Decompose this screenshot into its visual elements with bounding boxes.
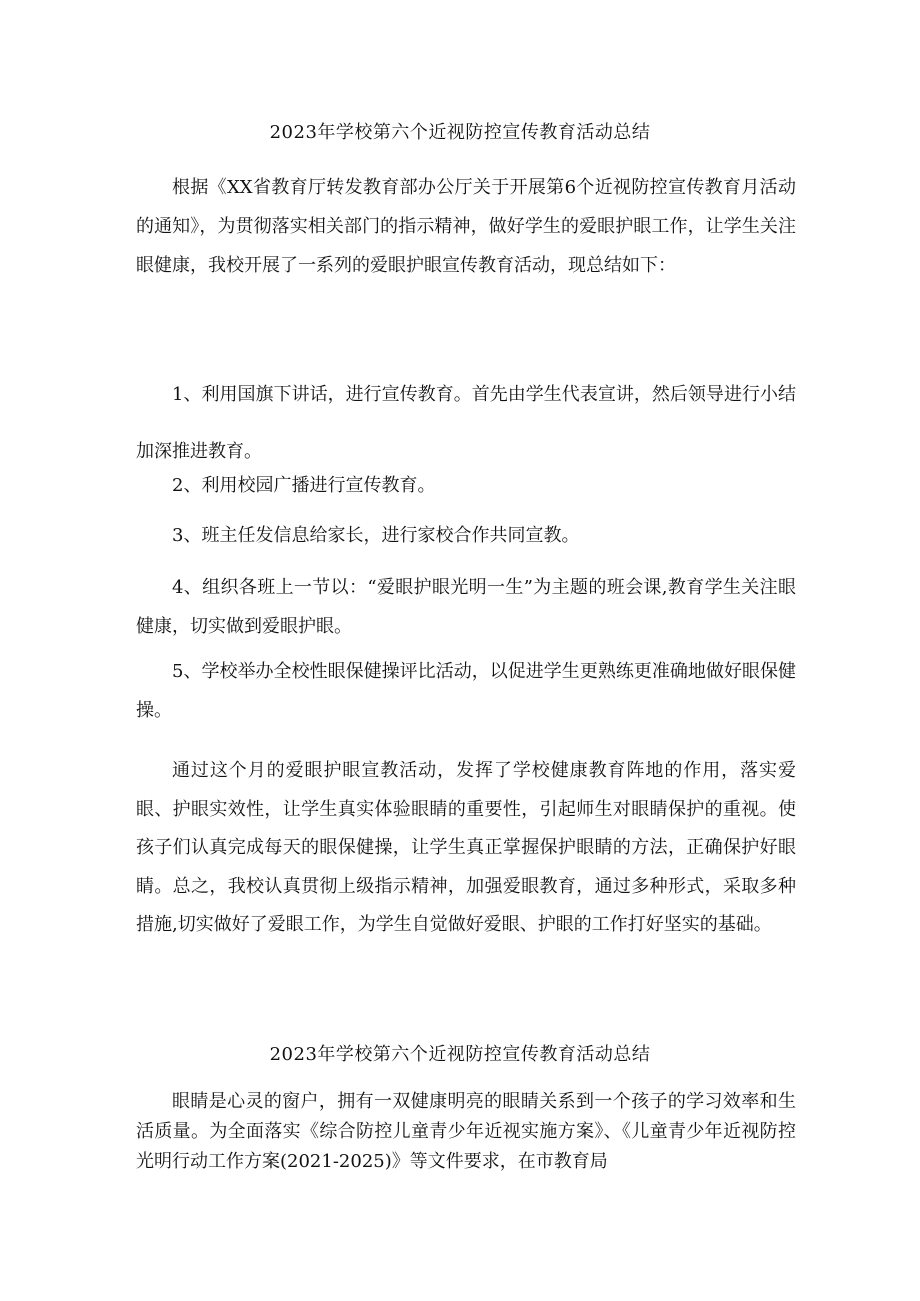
second-document-title: 2023年学校第六个近视防控宣传教育活动总结 — [269, 1044, 651, 1065]
list-item-4: 4、组织各班上一节以：“爱眼护眼光明一生”为主题的班会课,教育学生关注眼健康，切实做到爱眼护眼。 — [136, 577, 796, 637]
second-intro-paragraph: 眼睛是心灵的窗户，拥有一双健康明亮的眼睛关系到一个孩子的学习效率和生活质量。为全面落实《综合防控儿童青少年近视实施方案》、《儿童青少年近视防控光明行动工作方案(2021-2025)》等文件要求，在市教育局 — [136, 1091, 796, 1172]
list-item-2: 2、利用校园广播进行宣传教育。 — [172, 475, 436, 496]
list-item-1: 1、利用国旗下讲话，进行宣传教育。首先由学生代表宣讲，然后领导进行小结加深推进教育。 — [136, 384, 796, 462]
list-item-5: 5、学校举办全校性眼保健操评比活动，以促进学生更熟练更准确地做好眼保健操。 — [136, 661, 796, 721]
list-item-3: 3、班主任发信息给家长，进行家校合作共同宣教。 — [172, 525, 580, 546]
conclusion-paragraph: 通过这个月的爱眼护眼宣教活动，发挥了学校健康教育阵地的作用，落实爱眼、护眼实效性，让学生真实体验眼睛的重要性，引起师生对眼睛保护的重视。使孩子们认真完成每天的眼保健操，让学生真正掌握保护眼睛的方法，正确保护好眼睛。总之，我校认真贯彻上级指示精神，加强爱眼教育，通过多种形式，采取多种措施,切实做好了爱眼工作，为学生自觉做好爱眼、护眼的工作打好坚实的基础。 — [136, 760, 796, 935]
intro-paragraph: 根据《XX省教育厅转发教育部办公厅关于开展第6个近视防控宣传教育月活动的通知》，为贯彻落实相关部门的指示精神，做好学生的爱眼护眼工作，让学生关注眼健康，我校开展了一系列的爱眼护眼宣传教育活动，现总结如下： — [136, 177, 796, 276]
document-title: 2023年学校第六个近视防控宣传教育活动总结 — [269, 122, 651, 143]
